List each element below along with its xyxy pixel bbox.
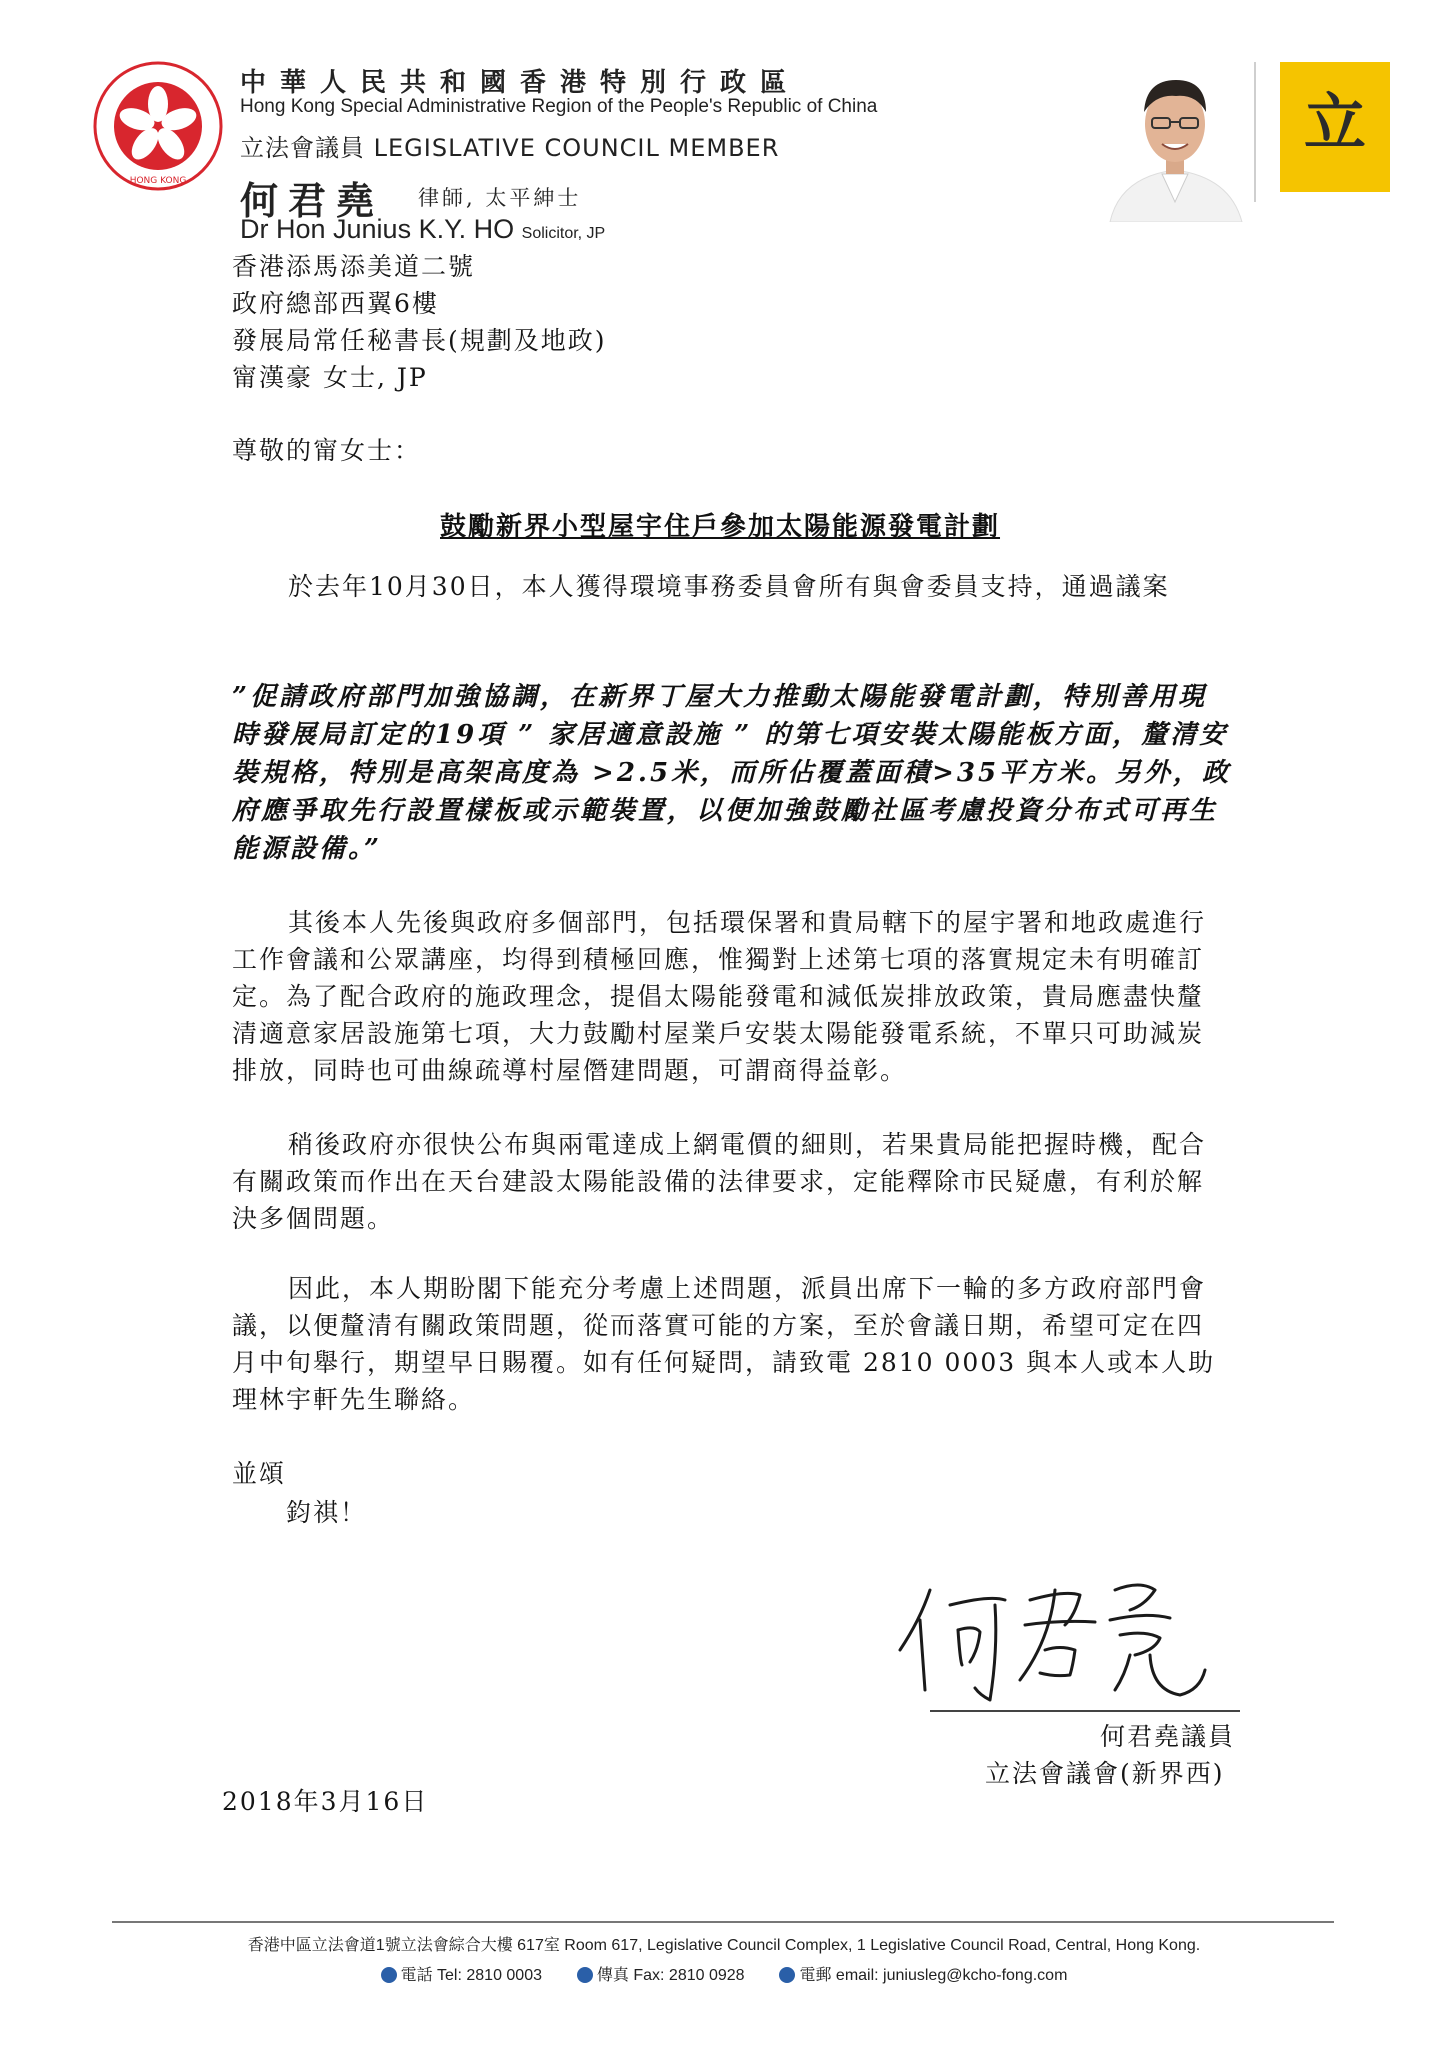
paragraph-2 <box>232 904 1222 1089</box>
member-title-cn: 律師, 太平紳士 <box>418 186 582 210</box>
signatory-role: 立法會議會(新界西) <box>985 1759 1225 1788</box>
footer-fax: 傳真 Fax: 2810 0928 <box>596 1967 745 1984</box>
footer-tel: 電話 Tel: 2810 0003 <box>400 1967 543 1984</box>
closing-line-2: 鈞祺！ <box>286 1498 368 1527</box>
fax-icon <box>577 1967 593 1983</box>
paragraph-2-text: 其後本人先後與政府多個部門，包括環保署和貴局轄下的屋宇署和地政處進行工作會議和公眾講座，均得到積極回應，惟獨對上述第七項的落實規定未有明確訂定。為了配合政府的施政理念，提倡太陽能發電和減低炭排放政策，貴局應盡快釐清適意家居設施第七項，大力鼓勵村屋業戶安裝太陽能發電系統，不單只可助減炭排放，同時也可曲線疏導村屋僭建問題，可謂商得益彰。 <box>232 908 1207 1085</box>
address-line: 香港添馬添美道二號 <box>232 252 476 281</box>
paragraph-3 <box>232 1126 1222 1237</box>
signatory-name: 何君堯議員 <box>1100 1722 1236 1751</box>
footer-divider <box>112 1921 1334 1923</box>
motion-quote: ”促請政府部門加強協調，在新界丁屋大力推動太陽能發電計劃，特別善用現時發展局訂定的19項 ” 家居適意設施 ” 的第七項安裝太陽能板方面，釐清安裝規格，特別是高架高度為 >2.5米，而所佔覆蓋面積>35平方米。另外，政府應爭取先行設置樣板或示範裝置，以便加強鼓勵社區考慮投資分布式可再生能源設備。” <box>232 682 1232 864</box>
recipient-address <box>232 248 607 396</box>
member-name-cn: 何君堯 <box>240 178 385 223</box>
paragraph-3-text: 稍後政府亦很快公布與兩電達成上網電價的細則，若果貴局能把握時機，配合有關政策而作出在天台建設太陽能設備的法律要求，定能釋除市民疑慮，有利於解決多個問題。 <box>232 1130 1207 1233</box>
paragraph-4 <box>232 1270 1222 1418</box>
footer-address: 香港中區立法會道1號立法會綜合大樓 617室 Room 617, Legislative Council Complex, 1 Legislative Council Road, Central, Hong Kong. <box>247 1937 1201 1954</box>
member-portrait <box>1100 62 1250 222</box>
paragraph-4-text: 因此，本人期盼閣下能充分考慮上述問題，派員出席下一輪的多方政府部門會議，以便釐清有關政策問題，從而落實可能的方案，至於會議日期，希望可定在四月中旬舉行，期望早日賜覆。如有任何疑問，請致電 2810 0003 與本人或本人助理林宇軒先生聯絡。 <box>232 1274 1216 1414</box>
hksar-emblem <box>92 60 224 192</box>
email-icon <box>779 1967 795 1983</box>
footer-contacts <box>0 1962 1448 1985</box>
legco-logo <box>1280 62 1390 192</box>
salutation: 尊敬的甯女士： <box>232 436 422 465</box>
phone-icon <box>381 1967 397 1983</box>
region-en: Hong Kong Special Administrative Region of the People's Republic of China <box>240 96 878 117</box>
member-name-en-text: Dr Hon Junius K.Y. HO <box>240 214 515 244</box>
address-line: 政府總部西翼6樓 <box>232 289 439 318</box>
header-divider <box>1254 62 1256 202</box>
address-line: 發展局常任秘書長(規劃及地政) <box>232 326 607 355</box>
emblem-text: HONG KONG <box>129 176 187 186</box>
letter-subject: 鼓勵新界小型屋宇住戶參加太陽能源發電計劃 <box>440 512 1001 542</box>
region-cn: 中華人民共和國香港特別行政區 <box>240 68 801 98</box>
member-title-en: Solicitor, JP <box>521 225 606 242</box>
letter-date: 2018年3月16日 <box>222 1787 429 1816</box>
member-label: 立法會議員 LEGISLATIVE COUNCIL MEMBER <box>240 134 780 162</box>
member-name-en <box>240 214 605 245</box>
legco-logo-char: 立 <box>1303 86 1367 159</box>
footer-email: 電郵 email: juniusleg@kcho-fong.com <box>799 1967 1068 1984</box>
handwritten-signature <box>880 1550 1240 1720</box>
signature-line <box>930 1710 1240 1712</box>
closing-line-1: 並頌 <box>232 1459 287 1488</box>
paragraph-1-text: 於去年10月30日，本人獲得環境事務委員會所有與會委員支持，通過議案 <box>288 572 1170 601</box>
address-line: 甯漢豪 女士, JP <box>232 363 428 392</box>
paragraph-1 <box>232 568 1222 605</box>
legco-logo-icon <box>1280 62 1390 192</box>
